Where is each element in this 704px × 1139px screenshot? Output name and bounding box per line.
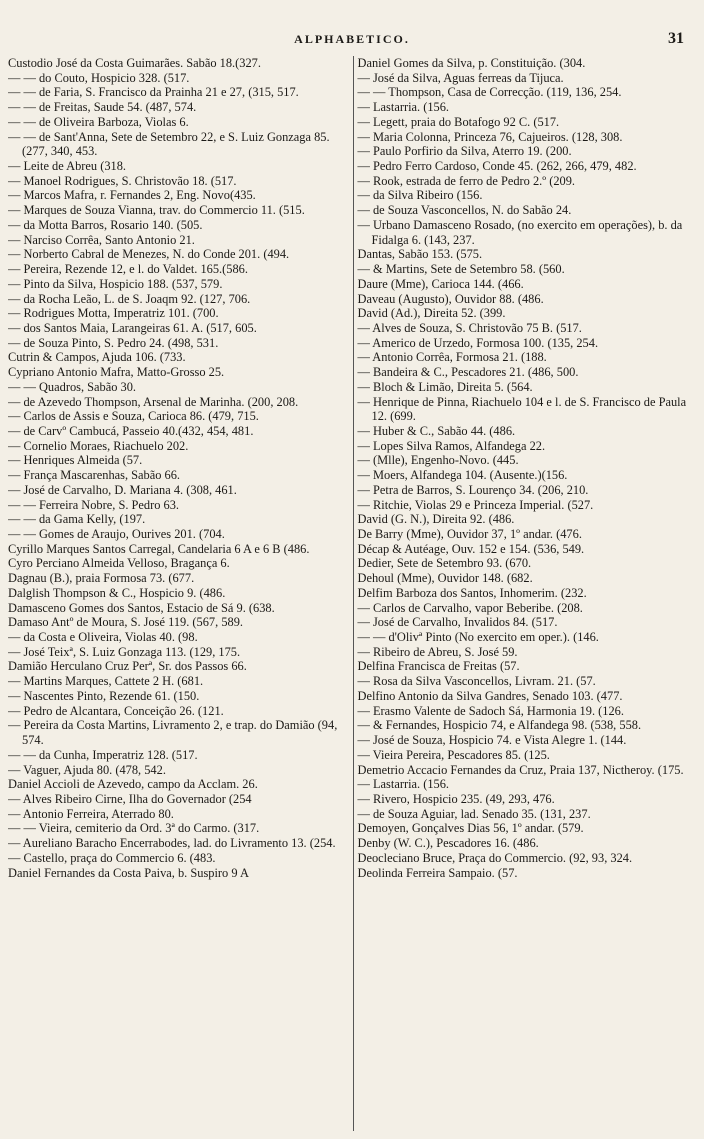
directory-entry: — Americo de Urzedo, Formosa 100. (135, 254. (357, 335, 599, 350)
directory-entry: — Norberto Cabral de Menezes, N. do Conde 201. (494. (8, 247, 290, 262)
directory-entry: — Marcos Mafra, r. Fernandes 2, Eng. Novo(435. (8, 188, 256, 203)
directory-entry: — de Azevedo Thompson, Arsenal de Marinha. (200, 208. (8, 394, 299, 409)
directory-entry: — Carlos de Assis e Souza, Carioca 86. (479, 715. (8, 409, 259, 424)
directory-entry: Dantas, Sabão 153. (575. (357, 247, 483, 262)
directory-entry: — Rodrigues Motta, Imperatriz 101. (700. (8, 306, 219, 321)
directory-entry: — Urbano Damasceno Rosado, (no exercito em operações), b. da Fidalga 6. (143, 237. (357, 217, 686, 247)
directory-entry: — Leite de Abreu (318. (8, 159, 127, 174)
directory-entry: — Petra de Barros, S. Lourenço 34. (206, 210. (357, 482, 589, 497)
directory-entry: — Martins Marques, Cattete 2 H. (681. (8, 674, 204, 689)
directory-entry: — Bandeira & C., Pescadores 21. (486, 500. (357, 365, 579, 380)
directory-entry: — Pedro de Alcantara, Conceição 26. (121. (8, 703, 224, 718)
directory-entry: Deolinda Ferreira Sampaio. (57. (357, 865, 518, 880)
directory-entry: — José da Silva, Aguas ferreas da Tijuca. (357, 70, 564, 85)
directory-entry: — Ritchie, Violas 29 e Princeza Imperial. (527. (357, 497, 594, 512)
directory-entry: Demetrio Accacio Fernandes da Cruz, Praia 137, Nictheroy. (175. (357, 762, 684, 777)
directory-entry: — Vaguer, Ajuda 80. (478, 542. (8, 762, 166, 777)
directory-entry: — Huber & C., Sabão 44. (486. (357, 423, 516, 438)
page-number: 31 (668, 30, 684, 47)
directory-entry: — de Souza Vasconcellos, N. do Sabão 24. (357, 203, 572, 218)
directory-entry: — — Quadros, Sabão 30. (8, 379, 137, 394)
directory-entry: Daure (Mme), Carioca 144. (466. (357, 276, 524, 291)
directory-entry: — Rosa da Silva Vasconcellos, Livram. 21. (57. (357, 674, 596, 689)
directory-entry: — Marques de Souza Vianna, trav. do Commercio 11. (515. (8, 203, 305, 218)
directory-entry: Cutrin & Campos, Ajuda 106. (733. (8, 350, 186, 365)
directory-entry: Dedier, Sete de Setembro 93. (670. (357, 556, 532, 571)
directory-entry: Cyrillo Marques Santos Carregal, Candelaria 6 A e 6 B (486. (8, 541, 310, 556)
directory-entry: — dos Santos Maia, Larangeiras 61. A. (517, 605. (8, 320, 257, 335)
directory-entry: — Maria Colonna, Princeza 76, Cajueiros. (128, 308. (357, 129, 623, 144)
directory-entry: — — de Sant'Anna, Sete de Setembro 22, e S. Luiz Gonzaga 85. (277, 340, 453. (8, 129, 333, 159)
directory-entry: — Pereira, Rezende 12, e l. do Valdet. 165.(586. (8, 262, 248, 277)
directory-entry: Damaso Antº de Moura, S. José 119. (567, 589. (8, 615, 243, 630)
directory-entry: — Henrique de Pinna, Riachuelo 104 e l. de S. Francisco de Paula 12. (699. (357, 394, 690, 424)
running-title: ALPHABETICO. (294, 32, 410, 46)
directory-entry: — — d'Olivª Pinto (No exercito em oper.). (146. (357, 630, 599, 645)
directory-entry: David (G. N.), Direita 92. (486. (357, 512, 515, 527)
directory-entry: — Antonio Corrêa, Formosa 21. (188. (357, 350, 547, 365)
directory-entry: — — do Couto, Hospicio 328. (517. (8, 70, 190, 85)
directory-entry: Delfina Francisca de Freitas (57. (357, 659, 520, 674)
directory-entry: — Cornelio Moraes, Riachuelo 202. (8, 438, 189, 453)
directory-entry: — Moers, Alfandega 104. (Ausente.)(156. (357, 468, 568, 483)
directory-entry: — da Motta Barros, Rosario 140. (505. (8, 217, 203, 232)
directory-entry: — Henriques Almeida (57. (8, 453, 143, 468)
directory-entry: Daniel Gomes da Silva, p. Constituição. (304. (357, 56, 586, 70)
directory-entry: Cyro Perciano Almeida Velloso, Bragança 6. (8, 556, 230, 571)
directory-entry: — da Silva Ribeiro (156. (357, 188, 483, 203)
directory-entry: — de Souza Pinto, S. Pedro 24. (498, 531. (8, 335, 219, 350)
directory-entry: — de Carvº Cambucá, Passeio 40.(432, 454, 481. (8, 423, 254, 438)
directory-entry: — — da Gama Kelly, (197. (8, 512, 146, 527)
directory-entry: Damasceno Gomes dos Santos, Estacio de Sá 9. (638. (8, 600, 275, 615)
directory-entry: — (Mlle), Engenho-Novo. (445. (357, 453, 519, 468)
directory-entry: — Vieira Pereira, Pescadores 85. (125. (357, 747, 550, 762)
directory-entry: — Bloch & Limão, Direita 5. (564. (357, 379, 533, 394)
right-column (354, 56, 699, 1131)
directory-entry: Daniel Fernandes da Costa Paiva, b. Suspiro 9 A (8, 865, 249, 880)
directory-entry: Damião Herculano Cruz Perª, Sr. dos Passos 66. (8, 659, 247, 674)
directory-entry: — Pedro Ferro Cardoso, Conde 45. (262, 266, 479, 482. (357, 159, 637, 174)
directory-entry: — de Souza Aguiar, lad. Senado 35. (131, 237. (357, 806, 591, 821)
directory-entry: Daveau (Augusto), Ouvidor 88. (486. (357, 291, 544, 306)
left-column (8, 56, 354, 1131)
directory-entry: — — de Oliveira Barboza, Violas 6. (8, 114, 189, 129)
directory-entry: — Erasmo Valente de Sadoch Sá, Harmonia 19. (126. (357, 703, 624, 718)
directory-entry: — José de Carvalho, D. Mariana 4. (308, 461. (8, 482, 237, 497)
directory-entry: — — Thompson, Casa de Correcção. (119, 136, 254. (357, 85, 622, 100)
directory-entry: Denby (W. C.), Pescadores 16. (486. (357, 836, 539, 851)
directory-entry: Dagnau (B.), praia Formosa 73. (677. (8, 571, 195, 586)
directory-entry: Cypriano Antonio Mafra, Matto-Grosso 25. (8, 365, 225, 380)
directory-entry: — Narciso Corrêa, Santo Antonio 21. (8, 232, 195, 247)
directory-entry: — — Gomes de Araujo, Ourives 201. (704. (8, 527, 225, 541)
directory-entry: — Castello, praça do Commercio 6. (483. (8, 850, 216, 865)
directory-entry: — Legett, praia do Botafogo 92 C. (517. (357, 114, 560, 129)
directory-entry: Delfim Barboza dos Santos, Inhomerim. (232. (357, 585, 587, 600)
directory-entry: De Barry (Mme), Ouvidor 37, 1º andar. (476. (357, 527, 582, 541)
page-header (0, 30, 704, 54)
directory-entry: — — Vieira, cemiterio da Ord. 3ª do Carmo. (317. (8, 821, 260, 836)
directory-entry: — da Rocha Leão, L. de S. Joaqm 92. (127, 706. (8, 291, 251, 306)
directory-entry: Deocleciano Bruce, Praça do Commercio. (92, 93, 324. (357, 850, 633, 865)
directory-entry: — — de Freitas, Saude 54. (487, 574. (8, 100, 197, 115)
directory-entry: — Alves de Souza, S. Christovão 75 B. (517. (357, 320, 582, 335)
directory-entry: — Rook, estrada de ferro de Pedro 2.º (209. (357, 173, 576, 188)
directory-entry: — Nascentes Pinto, Rezende 61. (150. (8, 688, 200, 703)
directory-entry: — Paulo Porfirio da Silva, Aterro 19. (200. (357, 144, 572, 159)
directory-entry: David (Ad.), Direita 52. (399. (357, 306, 506, 321)
directory-entry: — Aureliano Baracho Encerrabodes, lad. do Livramento 13. (254. (8, 836, 336, 851)
directory-entry: — José Teixª, S. Luiz Gonzaga 113. (129, 175. (8, 644, 241, 659)
directory-entry: — França Mascarenhas, Sabão 66. (8, 468, 181, 483)
directory-entry: — Ribeiro de Abreu, S. José 59. (357, 644, 518, 659)
directory-entry: — — da Cunha, Imperatriz 128. (517. (8, 747, 198, 762)
directory-entry: — Lopes Silva Ramos, Alfandega 22. (357, 438, 546, 453)
directory-entry: — da Costa e Oliveira, Violas 40. (98. (8, 630, 198, 645)
directory-entry: — — de Faria, S. Francisco da Prainha 21 e 27, (315, 517. (8, 85, 299, 100)
directory-entry: Custodio José da Costa Guimarães. Sabão 18.(327. (8, 56, 261, 70)
directory-entry: — Alves Ribeiro Cirne, Ilha do Governador (254 (8, 791, 252, 806)
directory-entry: — Antonio Ferreira, Aterrado 80. (8, 806, 174, 821)
directory-entry: — Manoel Rodrigues, S. Christovão 18. (517. (8, 173, 237, 188)
directory-entry: — Pereira da Costa Martins, Livramento 2, e trap. do Damião (94, 574. (8, 718, 341, 748)
directory-columns (8, 56, 698, 1131)
directory-entry: — & Fernandes, Hospicio 74, e Alfandega 98. (538, 558. (357, 718, 642, 733)
directory-entry: Daniel Accioli de Azevedo, campo da Acclam. 26. (8, 777, 258, 792)
directory-entry: — José de Souza, Hospicio 74. e Vista Alegre 1. (144. (357, 733, 627, 748)
directory-entry: — Carlos de Carvalho, vapor Beberibe. (208. (357, 600, 583, 615)
directory-entry: Demoyen, Gonçalves Dias 56, 1º andar. (579. (357, 821, 584, 836)
directory-entry: — Pinto da Silva, Hospicio 188. (537, 579. (8, 276, 223, 291)
directory-entry: — Lastarria. (156. (357, 777, 450, 792)
directory-entry: Dalglish Thompson & C., Hospicio 9. (486. (8, 585, 226, 600)
directory-entry: — José de Carvalho, Invalidos 84. (517. (357, 615, 558, 630)
directory-entry: Dehoul (Mme), Ouvidor 148. (682. (357, 571, 533, 586)
directory-entry: — & Martins, Sete de Setembro 58. (560. (357, 262, 565, 277)
directory-entry: — Lastarria. (156. (357, 100, 450, 115)
directory-entry: Décap & Autéage, Ouv. 152 e 154. (536, 549. (357, 541, 585, 556)
directory-entry: — Rivero, Hospicio 235. (49, 293, 476. (357, 791, 555, 806)
directory-entry: Delfino Antonio da Silva Gandres, Senado 103. (477. (357, 688, 623, 703)
directory-entry: — — Ferreira Nobre, S. Pedro 63. (8, 497, 180, 512)
